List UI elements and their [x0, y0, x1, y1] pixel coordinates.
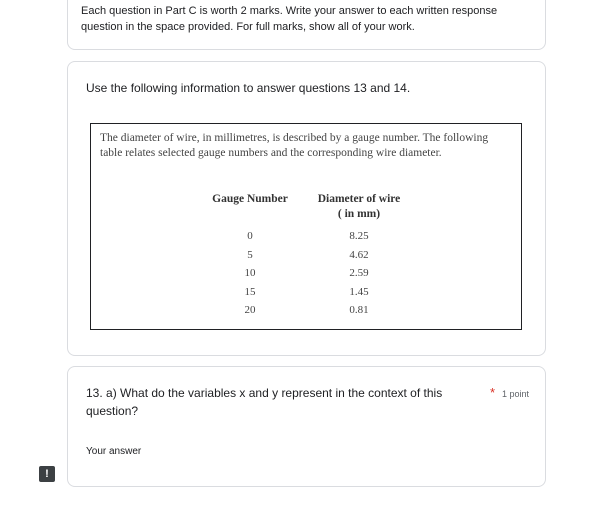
question-13-card — [67, 366, 546, 487]
info-title: Use the following information to answer questions 13 and 14. — [86, 81, 411, 95]
alert-icon[interactable]: ! — [39, 466, 55, 482]
diameter-cell: 1.45 — [349, 286, 369, 298]
diameter-cell: 0.81 — [349, 304, 369, 316]
diameter-cell: 8.25 — [349, 230, 369, 242]
intro-text: Each question in Part C is worth 2 marks. Write your answer to each written response question in the space provided. For full marks, show all of your work. — [81, 5, 498, 33]
gauge-number-header: Gauge Number — [212, 193, 288, 205]
gauge-cell: 10 — [244, 267, 256, 279]
diameter-header-line2: ( in mm) — [337, 208, 381, 220]
gauge-cell: 15 — [244, 286, 256, 298]
question-13-text: 13. a) What do the variables x and y represent in the context of this question? — [86, 386, 443, 418]
intro-card — [67, 0, 546, 50]
answer-input[interactable]: Your answer — [86, 446, 142, 457]
gauge-cell: 20 — [244, 304, 256, 316]
info-card — [67, 61, 546, 356]
diameter-cell: 2.59 — [349, 267, 369, 279]
diameter-cell: 4.62 — [349, 249, 369, 261]
points-label: 1 point — [502, 389, 530, 399]
diameter-header-line1: Diameter of wire — [317, 193, 401, 205]
gauge-cell: 5 — [247, 249, 253, 261]
info-image-box — [90, 123, 522, 330]
diameter-header — [305, 192, 413, 222]
required-marker: * — [490, 385, 496, 400]
info-description: The diameter of wire, in millimetres, is described by a gauge number. The following table relates selected gauge numbers and the corresponding wire diameter. — [100, 132, 489, 159]
gauge-cell: 0 — [247, 230, 253, 242]
